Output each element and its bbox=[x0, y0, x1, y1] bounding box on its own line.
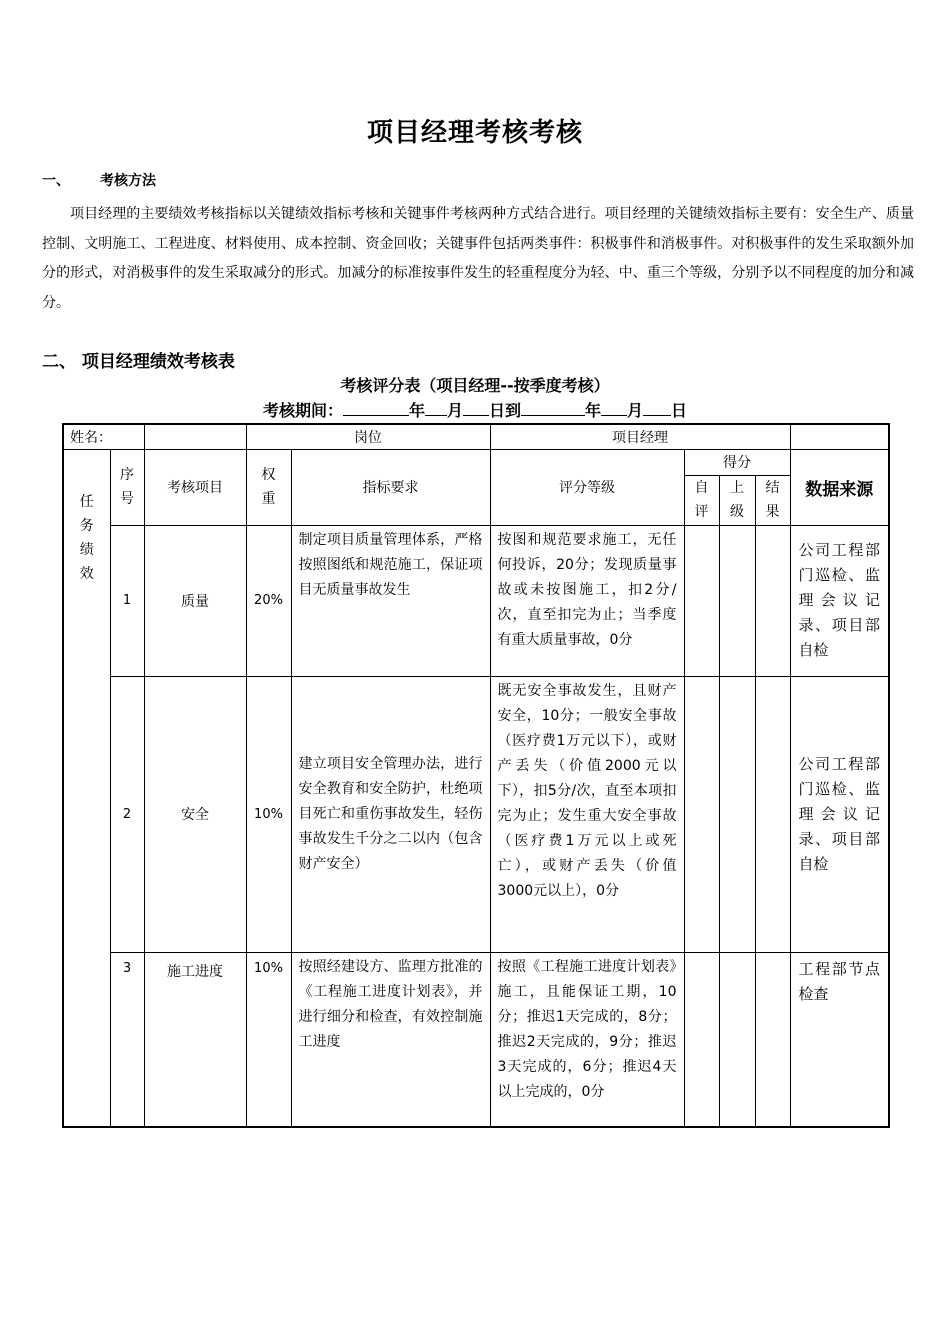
header-superior bbox=[719, 475, 755, 525]
category-char: 务 bbox=[79, 517, 94, 534]
header-self bbox=[684, 475, 719, 525]
header-requirement-label: 指标要求 bbox=[362, 480, 419, 496]
row-score-result bbox=[755, 952, 790, 1127]
header-weight-char: 重 bbox=[261, 491, 276, 507]
section-2-heading: 二、 项目经理绩效考核表 bbox=[42, 352, 235, 372]
row-requirement: 按照经建设方、监理方批准的《工程施工进度计划表》，并进行细分和检查，有效控制施工进度 bbox=[291, 952, 490, 1127]
header-weight-char: 权 bbox=[261, 467, 276, 483]
name-value-cell bbox=[144, 424, 246, 449]
row-item: 施工进度 bbox=[144, 952, 246, 1127]
blank-end-year bbox=[521, 399, 585, 416]
table-row bbox=[63, 676, 889, 952]
header-source-label: 数据来源 bbox=[805, 479, 874, 500]
table-row bbox=[63, 952, 889, 1127]
header-item bbox=[144, 449, 246, 525]
period-day: 日 bbox=[671, 401, 688, 420]
category-char: 绩 bbox=[79, 541, 94, 558]
row-score-self bbox=[684, 952, 719, 1127]
assessment-period bbox=[0, 398, 950, 421]
header-score bbox=[684, 449, 790, 475]
header-seq-char: 号 bbox=[120, 491, 134, 507]
row-score-superior bbox=[719, 676, 755, 952]
blank-start-month bbox=[425, 399, 447, 416]
position-label-cell bbox=[246, 424, 490, 449]
position-value: 项目经理 bbox=[612, 429, 668, 446]
row-weight: 10% bbox=[246, 676, 291, 952]
header-superior-char: 上 bbox=[730, 480, 744, 496]
row-seq: 3 bbox=[110, 952, 144, 1127]
blank-start-year bbox=[343, 399, 409, 416]
table-row bbox=[63, 525, 889, 676]
empty-cell bbox=[790, 424, 889, 449]
table-title: 考核评分表（项目经理--按季度考核） bbox=[340, 376, 610, 395]
row-grading: 既无安全事故发生，且财产安全，10分；一般安全事故（医疗费1万元以下），或财产丢失（价值2000元以下），扣5分/次，直至本项扣完为止；发生重大安全事故（医疗费1万元以上或死亡），或财产丢失（价值3000元以上），0分 bbox=[490, 676, 684, 952]
assessment-table bbox=[62, 423, 890, 1128]
blank-end-day bbox=[643, 399, 671, 416]
header-weight bbox=[246, 449, 291, 525]
table-row bbox=[63, 424, 889, 449]
position-value-cell bbox=[490, 424, 790, 449]
row-source: 公司工程部门巡检、监理会议记录、项目部自检 bbox=[790, 676, 889, 952]
row-item: 质量 bbox=[144, 525, 246, 676]
header-self-char: 评 bbox=[694, 504, 709, 520]
period-month-2: 月 bbox=[627, 401, 644, 420]
row-score-superior bbox=[719, 525, 755, 676]
section-1-number: 一、 bbox=[42, 173, 70, 189]
category-char: 效 bbox=[79, 565, 94, 582]
category-char: 任 bbox=[79, 493, 94, 510]
period-year: 年 bbox=[408, 401, 425, 420]
section-1-paragraph: 项目经理的主要绩效考核指标以关键绩效指标考核和关键事件考核两种方式结合进行。项目经理的关键绩效指标主要有：安全生产、质量控制、文明施工、工程进度、材料使用、成本控制、资金回收；关键事件包括两类事件：积极事件和消极事件。对积极事件的发生采取额外加分的形式，对消极事件的发生采取减分的形式。加减分的标准按事件发生的轻重程度分为轻、中、重三个等级，分别予以不同程度的加分和减分。 bbox=[42, 206, 914, 311]
row-grading: 按照《工程施工进度计划表》施工，且能保证工期，10分；推迟1天完成的，8分；推迟2天完成的，9分；推迟3天完成的，6分；推迟4天以上完成的，0分 bbox=[490, 952, 684, 1127]
blank-start-day bbox=[463, 399, 489, 416]
blank-end-month bbox=[601, 399, 627, 416]
row-requirement: 建立项目安全管理办法，进行安全教育和安全防护，杜绝项目死亡和重伤事故发生，轻伤事故发生千分之二以内（包含财产安全） bbox=[291, 676, 490, 952]
header-score-label: 得分 bbox=[723, 455, 751, 471]
period-year-2: 年 bbox=[585, 401, 602, 420]
header-result bbox=[755, 475, 790, 525]
row-score-superior bbox=[719, 952, 755, 1127]
period-label: 考核期间： bbox=[262, 401, 343, 420]
header-requirement bbox=[291, 449, 490, 525]
position-label: 岗位 bbox=[354, 429, 382, 446]
header-superior-char: 级 bbox=[730, 504, 744, 520]
row-seq: 1 bbox=[110, 525, 144, 676]
row-source: 公司工程部门巡检、监理会议记录、项目部自检 bbox=[790, 525, 889, 676]
row-score-self bbox=[684, 525, 719, 676]
header-result-char: 果 bbox=[765, 504, 780, 520]
name-label-cell bbox=[63, 424, 144, 449]
row-weight: 20% bbox=[246, 525, 291, 676]
row-score-result bbox=[755, 676, 790, 952]
period-day-to: 日到 bbox=[488, 401, 521, 420]
row-weight: 10% bbox=[246, 952, 291, 1127]
header-item-label: 考核项目 bbox=[167, 480, 223, 496]
header-grading bbox=[490, 449, 684, 525]
row-seq: 2 bbox=[110, 676, 144, 952]
row-score-result bbox=[755, 525, 790, 676]
header-grading-label: 评分等级 bbox=[559, 480, 615, 496]
header-source bbox=[790, 449, 889, 525]
row-source: 工程部节点检查 bbox=[790, 952, 889, 1127]
table-header-row bbox=[63, 449, 889, 475]
header-result-char: 结 bbox=[765, 480, 780, 496]
row-item: 安全 bbox=[144, 676, 246, 952]
section-1-title: 考核方法 bbox=[100, 173, 156, 189]
category-cell bbox=[63, 449, 110, 1127]
row-requirement: 制定项目质量管理体系，严格按照图纸和规范施工，保证项目无质量事故发生 bbox=[291, 525, 490, 676]
section-1-heading bbox=[42, 170, 156, 190]
document-title: 项目经理考核考核 bbox=[366, 118, 583, 148]
name-label: 姓名： bbox=[70, 429, 112, 446]
row-grading: 按图和规范要求施工，无任何投诉，20分；发现质量事故或未按图施工，扣2分/次，直至扣完为止；当季度有重大质量事故，0分 bbox=[490, 525, 684, 676]
period-month: 月 bbox=[446, 401, 463, 420]
header-seq bbox=[110, 449, 144, 525]
header-self-char: 自 bbox=[694, 480, 709, 496]
row-score-self bbox=[684, 676, 719, 952]
header-seq-char: 序 bbox=[120, 467, 134, 483]
